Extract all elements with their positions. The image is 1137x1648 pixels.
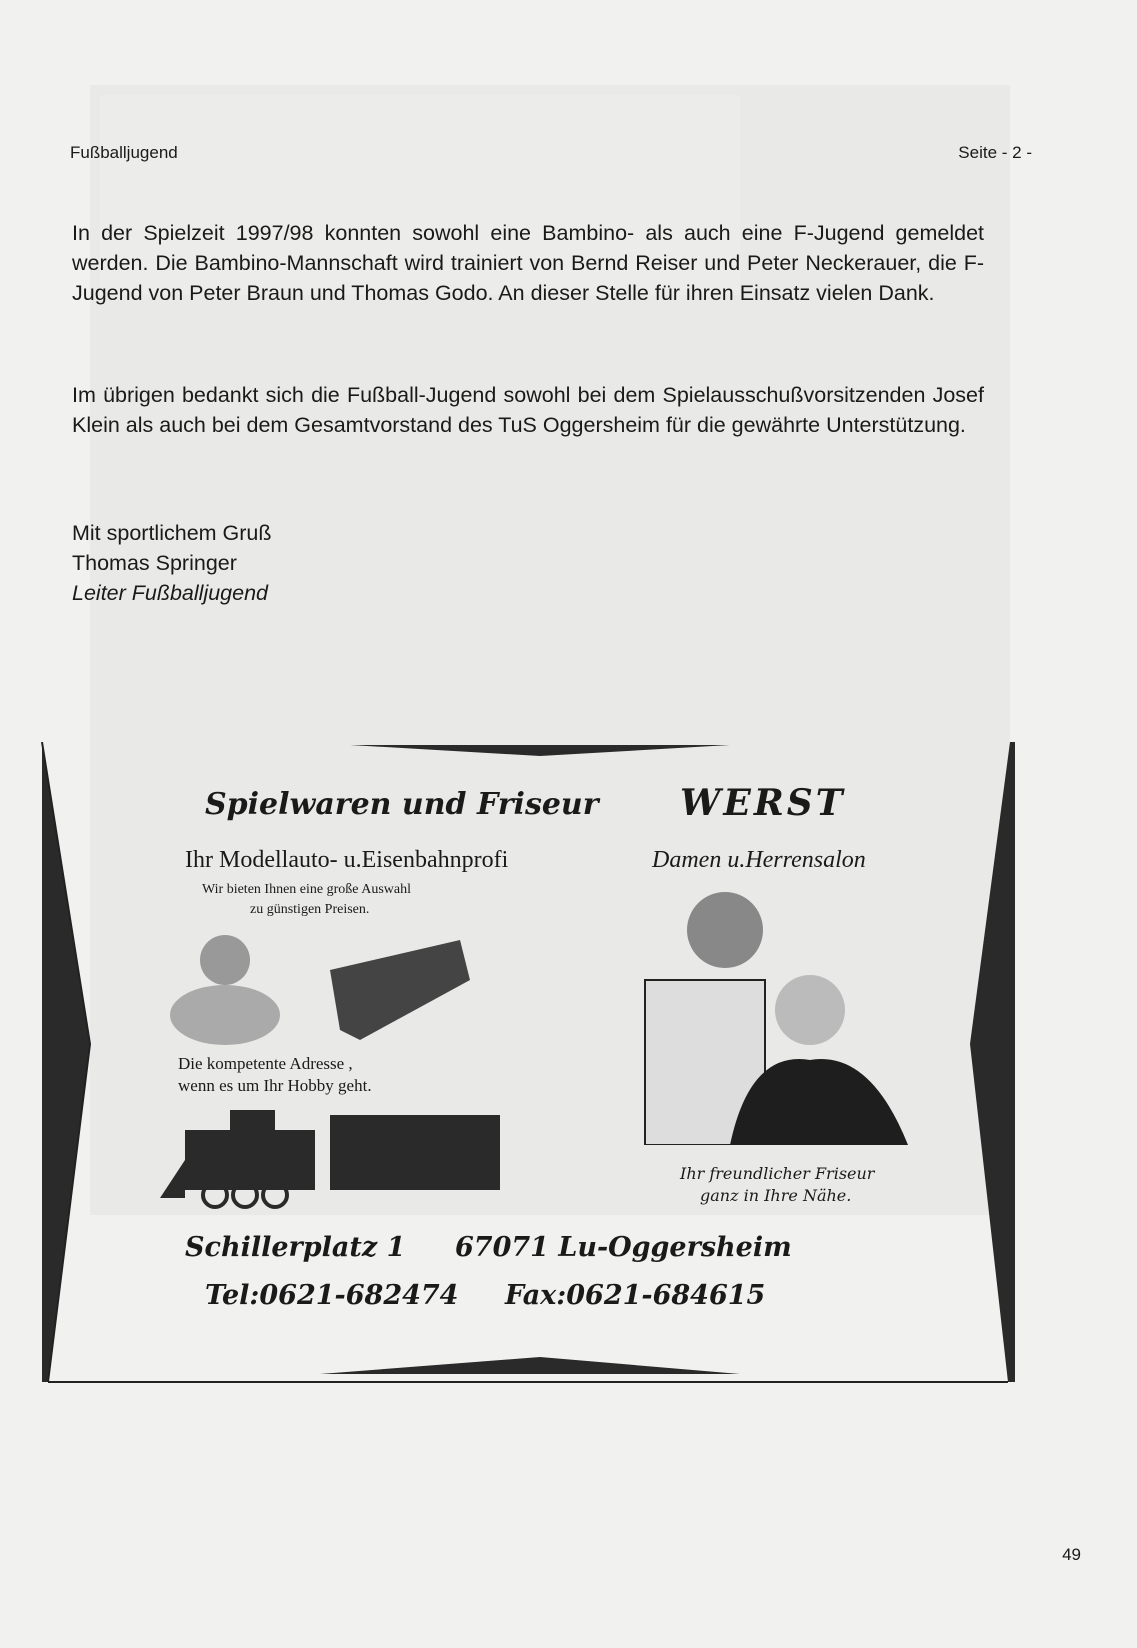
ad-right-title: Damen u.Herrensalon <box>652 847 866 873</box>
ad-city: 67071 Lu-Oggersheim <box>455 1232 792 1263</box>
ad-phone: Tel:0621-682474 <box>205 1280 459 1311</box>
signoff-name: Thomas Springer <box>72 551 237 575</box>
ad-right-tag2: ganz in Ihre Nähe. <box>700 1186 852 1205</box>
train-illustration <box>160 1100 505 1210</box>
ad-left-tag1: Die kompetente Adresse , <box>178 1054 353 1073</box>
page-number: 49 <box>1062 1545 1081 1564</box>
signoff-role: Leiter Fußballjugend <box>72 581 269 605</box>
ad-right-tag1: Ihr freundlicher Friseur <box>680 1164 875 1183</box>
ad-fax: Fax:0621-684615 <box>505 1280 766 1311</box>
advertisement-werst <box>40 742 1072 1392</box>
ad-left-sub2: zu günstigen Preisen. <box>250 902 370 917</box>
paragraph-season: In der Spielzeit 1997/98 konnten sowohl eine Bambino- als auch eine F-Jugend gemeldet werden. Die Bambino-Mannschaft wird trainiert von Bernd Reiser und Peter Neckerauer, die F-Jugend von Peter Braun und Thomas Godo. An dieser Stelle für ihren Einsatz vielen Dank. <box>72 221 984 305</box>
ad-headline: Spielwaren und Friseur <box>205 787 599 822</box>
paragraph-thanks: Im übrigen bedankt sich die Fußball-Jugend sowohl bei dem Spielausschußvorsitzenden Josef Klein als auch bei dem Gesamtvorstand des TuS Oggersheim für die gewährte Unterstützung. <box>72 383 984 437</box>
section-title: Fußballjugend <box>70 143 178 162</box>
ad-brand: WERST <box>680 782 846 824</box>
signoff <box>72 518 272 608</box>
page-label: Seite - 2 - <box>958 143 1032 162</box>
ad-left-title: Ihr Modellauto- u.Eisenbahnprofi <box>185 847 509 873</box>
hairdresser-illustration <box>640 890 910 1145</box>
ad-left-sub1: Wir bieten Ihnen eine große Auswahl <box>202 882 411 897</box>
ad-left-tag2: wenn es um Ihr Hobby geht. <box>178 1076 372 1095</box>
signoff-greeting: Mit sportlichem Gruß <box>72 521 272 545</box>
ad-address: Schillerplatz 1 <box>185 1232 406 1263</box>
teddy-and-racecar-illustration <box>160 930 480 1050</box>
